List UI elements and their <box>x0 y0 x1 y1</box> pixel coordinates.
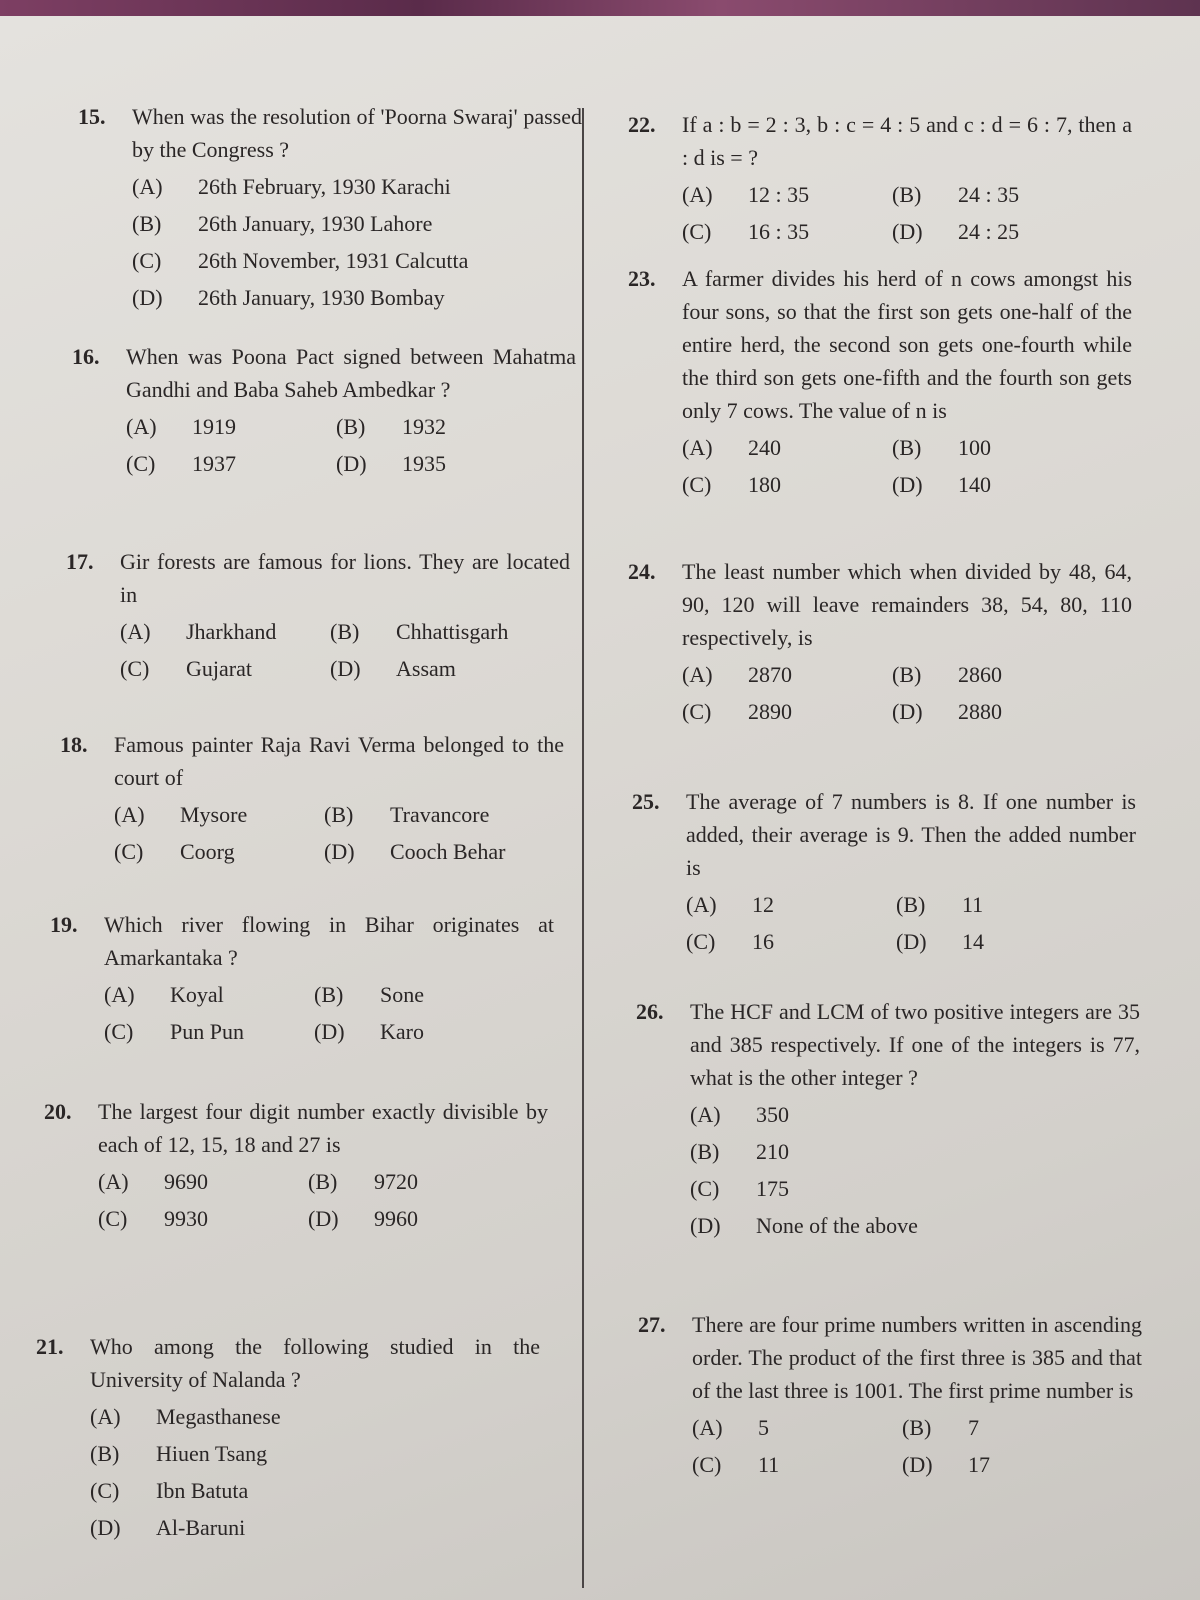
option <box>892 431 1102 464</box>
option <box>132 281 532 314</box>
option <box>892 468 1102 501</box>
column-divider <box>582 108 584 1588</box>
option-label: (A) <box>98 1169 129 1194</box>
option-row <box>682 176 1132 213</box>
question-text: The largest four digit number exactly divisible by each of 12, 15, 18 and 27 is <box>98 1099 548 1157</box>
question-16 <box>72 340 576 482</box>
option-label: (B) <box>892 435 922 460</box>
option-label: (C) <box>690 1176 720 1201</box>
option <box>308 1165 518 1198</box>
option <box>690 1098 1090 1131</box>
option <box>686 888 896 921</box>
option <box>690 1209 1090 1242</box>
option-label: (B) <box>330 619 360 644</box>
option-text: Hiuen Tsang <box>156 1441 268 1466</box>
question-text: The average of 7 numbers is 8. If one number is added, their average is 9. Then the added number is <box>686 789 1136 880</box>
option-text: Gujarat <box>186 656 252 681</box>
option-label: (D) <box>896 929 927 954</box>
option-label: (A) <box>682 662 713 687</box>
option <box>114 835 324 868</box>
option <box>692 1411 902 1444</box>
question-number: 16. <box>72 344 100 369</box>
options-list <box>90 1398 540 1546</box>
question-text: Which river flowing in Bihar originates at Amarkantaka ? <box>104 912 554 970</box>
option <box>308 1202 518 1235</box>
option-row <box>98 1200 548 1237</box>
options-list <box>690 1096 1140 1244</box>
option-label: (C) <box>98 1206 128 1231</box>
option-text: None of the above <box>756 1213 918 1238</box>
option-text: 26th January, 1930 Bombay <box>198 285 445 310</box>
option-label: (A) <box>132 174 163 199</box>
options-list <box>120 613 570 687</box>
option-label: (D) <box>308 1206 339 1231</box>
option-label: (D) <box>892 472 923 497</box>
option <box>114 798 324 831</box>
option-label: (D) <box>314 1019 345 1044</box>
option-label: (A) <box>682 182 713 207</box>
option <box>126 410 336 443</box>
option-label: (A) <box>126 414 157 439</box>
option <box>330 652 540 685</box>
option-label: (D) <box>690 1213 721 1238</box>
option-row <box>132 279 582 316</box>
option-text: 26th January, 1930 Lahore <box>198 211 433 236</box>
option-label: (A) <box>690 1102 721 1127</box>
option-row <box>682 466 1132 503</box>
question-number: 27. <box>638 1312 666 1337</box>
option <box>892 695 1102 728</box>
option <box>98 1202 308 1235</box>
option <box>126 447 336 480</box>
option-row <box>90 1509 540 1546</box>
options-list <box>682 176 1132 250</box>
option-text: 24 : 35 <box>958 182 1020 207</box>
option-text: 2860 <box>958 662 1002 687</box>
options-list <box>682 656 1132 730</box>
option-row <box>686 886 1136 923</box>
option <box>90 1437 490 1470</box>
option-text: Karo <box>380 1019 424 1044</box>
option-row <box>104 1013 554 1050</box>
question-number: 18. <box>60 732 88 757</box>
option <box>682 178 892 211</box>
option-label: (C) <box>114 839 144 864</box>
option-label: (B) <box>892 662 922 687</box>
option <box>682 658 892 691</box>
option-text: 16 : 35 <box>748 219 810 244</box>
option-row <box>690 1207 1140 1244</box>
option-label: (D) <box>892 219 923 244</box>
option-row <box>90 1398 540 1435</box>
option-text: 140 <box>958 472 991 497</box>
option-text: 7 <box>968 1415 979 1440</box>
option-text: 16 <box>752 929 774 954</box>
option-text: 17 <box>968 1452 990 1477</box>
option-row <box>686 923 1136 960</box>
option <box>330 615 540 648</box>
option-text: Mysore <box>180 802 248 827</box>
option-label: (B) <box>308 1169 338 1194</box>
option-label: (A) <box>90 1404 121 1429</box>
option <box>132 244 532 277</box>
option-text: 26th February, 1930 Karachi <box>198 174 451 199</box>
option-label: (B) <box>892 182 922 207</box>
option-row <box>114 833 564 870</box>
options-list <box>98 1163 548 1237</box>
option-label: (D) <box>330 656 361 681</box>
option-label: (B) <box>336 414 366 439</box>
question-number: 20. <box>44 1099 72 1124</box>
option <box>90 1474 490 1507</box>
option-text: 210 <box>756 1139 789 1164</box>
option-text: 12 : 35 <box>748 182 810 207</box>
option-text: 9720 <box>374 1169 418 1194</box>
option-text: Cooch Behar <box>390 839 506 864</box>
option-text: 1919 <box>192 414 236 439</box>
option-text: 2870 <box>748 662 792 687</box>
option-text: Ibn Batuta <box>156 1478 249 1503</box>
option-text: 5 <box>758 1415 769 1440</box>
question-19 <box>50 908 554 1050</box>
option-label: (B) <box>324 802 354 827</box>
option-row <box>690 1133 1140 1170</box>
option <box>892 178 1102 211</box>
question-23 <box>628 262 1132 503</box>
option-text: 9930 <box>164 1206 208 1231</box>
option <box>90 1511 490 1544</box>
option-row <box>692 1409 1142 1446</box>
question-text: Gir forests are famous for lions. They are located in <box>120 549 570 607</box>
question-20 <box>44 1095 548 1237</box>
option-row <box>90 1435 540 1472</box>
option-row <box>682 693 1132 730</box>
question-26 <box>636 995 1140 1244</box>
options-list <box>104 976 554 1050</box>
option-text: Pun Pun <box>170 1019 244 1044</box>
option-label: (D) <box>132 285 163 310</box>
option-label: (A) <box>686 892 717 917</box>
question-17 <box>66 545 570 687</box>
question-text: A farmer divides his herd of n cows amongst his four sons, so that the first son gets one-half of the entire herd, the second son gets one-fourth while the third son gets one-fifth and the fourth son gets only 7 cows. The value of n is <box>682 266 1132 423</box>
option-row <box>132 205 582 242</box>
option <box>690 1172 1090 1205</box>
option-text: 350 <box>756 1102 789 1127</box>
option-text: 180 <box>748 472 781 497</box>
option-label: (B) <box>132 211 162 236</box>
option-label: (C) <box>692 1452 722 1477</box>
question-number: 21. <box>36 1334 64 1359</box>
option-text: 1932 <box>402 414 446 439</box>
option-text: 9690 <box>164 1169 208 1194</box>
option-text: Sone <box>380 982 424 1007</box>
question-25 <box>632 785 1136 960</box>
question-22 <box>628 108 1132 250</box>
options-list <box>692 1409 1142 1483</box>
question-24 <box>628 555 1132 730</box>
option <box>98 1165 308 1198</box>
option-row <box>126 408 576 445</box>
option <box>324 835 534 868</box>
option-row <box>114 796 564 833</box>
options-list <box>686 886 1136 960</box>
option-label: (B) <box>896 892 926 917</box>
option <box>686 925 896 958</box>
options-list <box>132 168 582 316</box>
question-number: 25. <box>632 789 660 814</box>
question-15 <box>78 100 582 316</box>
option-text: 26th November, 1931 Calcutta <box>198 248 469 273</box>
option-text: 175 <box>756 1176 789 1201</box>
option-label: (A) <box>114 802 145 827</box>
question-text: Who among the following studied in the University of Nalanda ? <box>90 1334 540 1392</box>
question-number: 15. <box>78 104 106 129</box>
question-number: 19. <box>50 912 78 937</box>
option-label: (A) <box>120 619 151 644</box>
option <box>132 207 532 240</box>
option-row <box>690 1096 1140 1133</box>
option-text: 11 <box>758 1452 780 1477</box>
option <box>336 447 546 480</box>
option-label: (C) <box>682 219 712 244</box>
option-label: (C) <box>686 929 716 954</box>
option-label: (B) <box>314 982 344 1007</box>
option-text: Koyal <box>170 982 224 1007</box>
option-text: 24 : 25 <box>958 219 1020 244</box>
options-list <box>682 429 1132 503</box>
option-label: (C) <box>132 248 162 273</box>
question-text: Famous painter Raja Ravi Verma belonged to the court of <box>114 732 564 790</box>
question-number: 23. <box>628 266 656 291</box>
option <box>892 215 1102 248</box>
option-text: 9960 <box>374 1206 418 1231</box>
option <box>104 1015 314 1048</box>
option-label: (D) <box>902 1452 933 1477</box>
option <box>690 1135 1090 1168</box>
option-text: 12 <box>752 892 774 917</box>
options-list <box>126 408 576 482</box>
option-text: 240 <box>748 435 781 460</box>
option-row <box>682 656 1132 693</box>
question-number: 17. <box>66 549 94 574</box>
question-number: 26. <box>636 999 664 1024</box>
background-fabric <box>0 0 1200 16</box>
option <box>324 798 534 831</box>
option-label: (C) <box>126 451 156 476</box>
option-text: Al-Baruni <box>156 1515 246 1540</box>
option-row <box>132 168 582 205</box>
option-label: (C) <box>90 1478 120 1503</box>
option <box>902 1448 1112 1481</box>
option <box>902 1411 1112 1444</box>
option-text: Jharkhand <box>186 619 277 644</box>
option <box>120 615 330 648</box>
option-label: (A) <box>692 1415 723 1440</box>
option-row <box>682 429 1132 466</box>
option-label: (C) <box>120 656 150 681</box>
question-18 <box>60 728 564 870</box>
option-row <box>692 1446 1142 1483</box>
question-text: If a : b = 2 : 3, b : c = 4 : 5 and c : d = 6 : 7, then a : d is = ? <box>682 112 1132 170</box>
option-label: (D) <box>324 839 355 864</box>
option <box>314 1015 524 1048</box>
option <box>682 215 892 248</box>
option-label: (C) <box>682 699 712 724</box>
option-text: 1935 <box>402 451 446 476</box>
option-row <box>690 1170 1140 1207</box>
option-row <box>90 1472 540 1509</box>
question-text: There are four prime numbers written in ascending order. The product of the first three is 385 and that of the last three is 1001. The first prime number is <box>692 1312 1142 1403</box>
option-text: Travancore <box>390 802 490 827</box>
option-text: 14 <box>962 929 984 954</box>
option-label: (B) <box>690 1139 720 1164</box>
option-row <box>126 445 576 482</box>
question-27 <box>638 1308 1142 1483</box>
option <box>682 431 892 464</box>
option-text: 100 <box>958 435 991 460</box>
option <box>896 888 1106 921</box>
option-label: (D) <box>90 1515 121 1540</box>
option-text: Assam <box>396 656 456 681</box>
option <box>120 652 330 685</box>
question-text: The HCF and LCM of two positive integers are 35 and 385 respectively. If one of the integers is 77, what is the other integer ? <box>690 999 1140 1090</box>
question-text: When was Poona Pact signed between Mahatma Gandhi and Baba Saheb Ambedkar ? <box>126 344 576 402</box>
option-label: (C) <box>104 1019 134 1044</box>
option-label: (A) <box>104 982 135 1007</box>
question-text: When was the resolution of 'Poorna Swaraj' passed by the Congress ? <box>132 104 582 162</box>
question-text: The least number which when divided by 48, 64, 90, 120 will leave remainders 38, 54, 80, 110 respectively, is <box>682 559 1132 650</box>
option-text: 1937 <box>192 451 236 476</box>
option <box>682 468 892 501</box>
option <box>892 658 1102 691</box>
option-text: 11 <box>962 892 984 917</box>
option-text: 2890 <box>748 699 792 724</box>
option-text: Chhattisgarh <box>396 619 509 644</box>
option <box>336 410 546 443</box>
options-list <box>114 796 564 870</box>
option-label: (A) <box>682 435 713 460</box>
question-number: 24. <box>628 559 656 584</box>
option-text: Megasthanese <box>156 1404 281 1429</box>
option <box>692 1448 902 1481</box>
option-row <box>132 242 582 279</box>
option-text: 2880 <box>958 699 1002 724</box>
option-label: (B) <box>902 1415 932 1440</box>
question-number: 22. <box>628 112 656 137</box>
option <box>314 978 524 1011</box>
option-row <box>104 976 554 1013</box>
option-row <box>120 650 570 687</box>
option <box>90 1400 490 1433</box>
option-text: Coorg <box>180 839 235 864</box>
option <box>132 170 532 203</box>
option-row <box>120 613 570 650</box>
option <box>896 925 1106 958</box>
option-label: (D) <box>892 699 923 724</box>
question-21 <box>36 1330 540 1546</box>
option-label: (B) <box>90 1441 120 1466</box>
option <box>104 978 314 1011</box>
option-label: (C) <box>682 472 712 497</box>
option <box>682 695 892 728</box>
option-label: (D) <box>336 451 367 476</box>
option-row <box>682 213 1132 250</box>
option-row <box>98 1163 548 1200</box>
